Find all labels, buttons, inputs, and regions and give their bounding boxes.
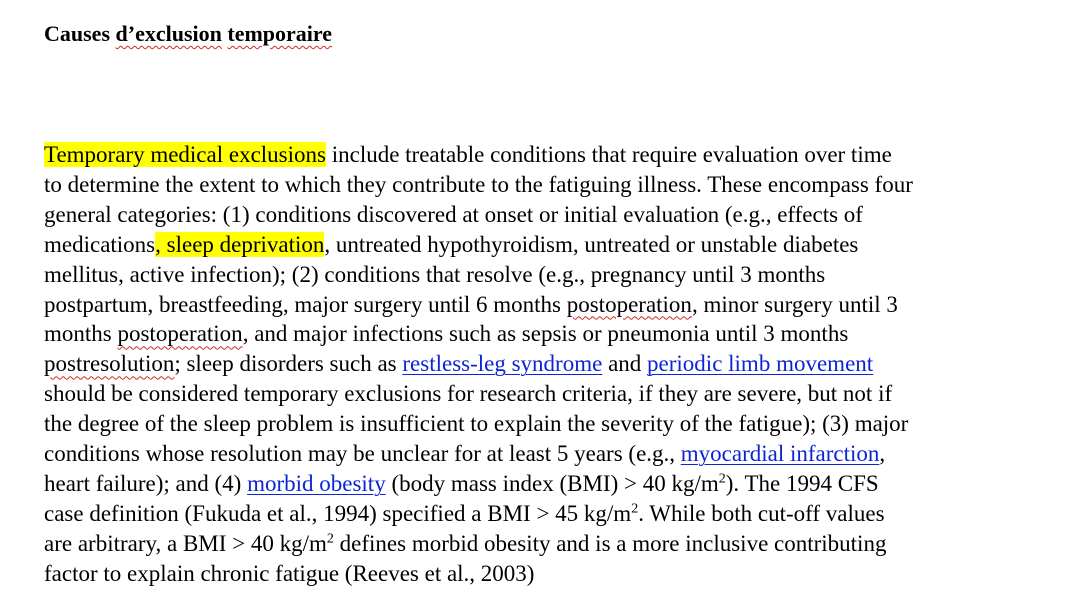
link-myocardial-infarction[interactable]: myocardial infarction	[680, 441, 880, 467]
paragraph-line: general categories: (1) conditions discovered at onset or initial evaluation (e.g., effects of	[44, 201, 863, 227]
paragraph-line: are arbitrary, a BMI > 40 $kg/m^2$ defines morbid obesity and is a more inclusive contributing	[44, 530, 887, 556]
link-periodic-limb-movement[interactable]: periodic limb movement	[647, 351, 874, 377]
paragraph-line: case definition (Fukuda et al., 1994) specified a BMI > 45 $kg/m^2$. While both cut-off values	[44, 500, 885, 526]
paragraph-line: months postoperation, and major infections such as sepsis or pneumonia until 3 months	[44, 321, 849, 347]
link-restless-leg-syndrome[interactable]: restless-leg syndrome	[402, 351, 603, 377]
paragraph-line: heart failure); and (4) morbid obesity (body mass index (BMI) > 40 $kg/m^2$). The 1994 CFS	[44, 470, 879, 496]
paragraph-line: mellitus, active infection); (2) conditions that resolve (e.g., pregnancy until 3 months	[44, 261, 826, 287]
heading-text: Causes	[44, 21, 116, 46]
paragraph-line: the degree of the sleep problem is insufficient to explain the severity of the fatigue); (3) major	[44, 411, 909, 437]
paragraph-line: conditions whose resolution may be unclear for at least 5 years (e.g., myocardial infarction,	[44, 441, 886, 467]
paragraph-line: Temporary medical exclusions include treatable conditions that require evaluation over time	[44, 142, 892, 167]
link-morbid-obesity[interactable]: morbid obesity	[247, 470, 386, 496]
spellcheck-word: postoperation	[566, 291, 692, 317]
paragraph-line: factor to explain chronic fatigue (Reeves et al., 2003)	[44, 560, 535, 586]
body-paragraph	[44, 140, 1044, 589]
highlighted-text: , sleep deprivation	[155, 231, 325, 257]
superscript: 2	[631, 501, 639, 517]
highlighted-text: Temporary medical exclusions	[44, 142, 326, 167]
paragraph-line: medications, sleep deprivation, untreated hypothyroidism, untreated or unstable diabetes	[44, 231, 859, 257]
paragraph-line: should be considered temporary exclusions for research criteria, if they are severe, but not if	[44, 381, 893, 407]
paragraph-line: postpartum, breastfeeding, major surgery until 6 months postoperation, minor surgery until 3	[44, 291, 898, 317]
spellcheck-word: postresolution	[44, 351, 175, 377]
spellcheck-word: postoperation	[117, 321, 243, 347]
paragraph-line: postresolution; sleep disorders such as restless-leg syndrome and periodic limb movement	[44, 351, 874, 377]
superscript: 2	[718, 471, 726, 487]
paragraph-line: to determine the extent to which they contribute to the fatiguing illness. These encompass four	[44, 171, 913, 197]
spellcheck-word: d’exclusion	[115, 21, 222, 46]
superscript: 2	[326, 531, 334, 547]
spellcheck-word: temporaire	[227, 21, 333, 46]
section-heading	[44, 20, 332, 48]
